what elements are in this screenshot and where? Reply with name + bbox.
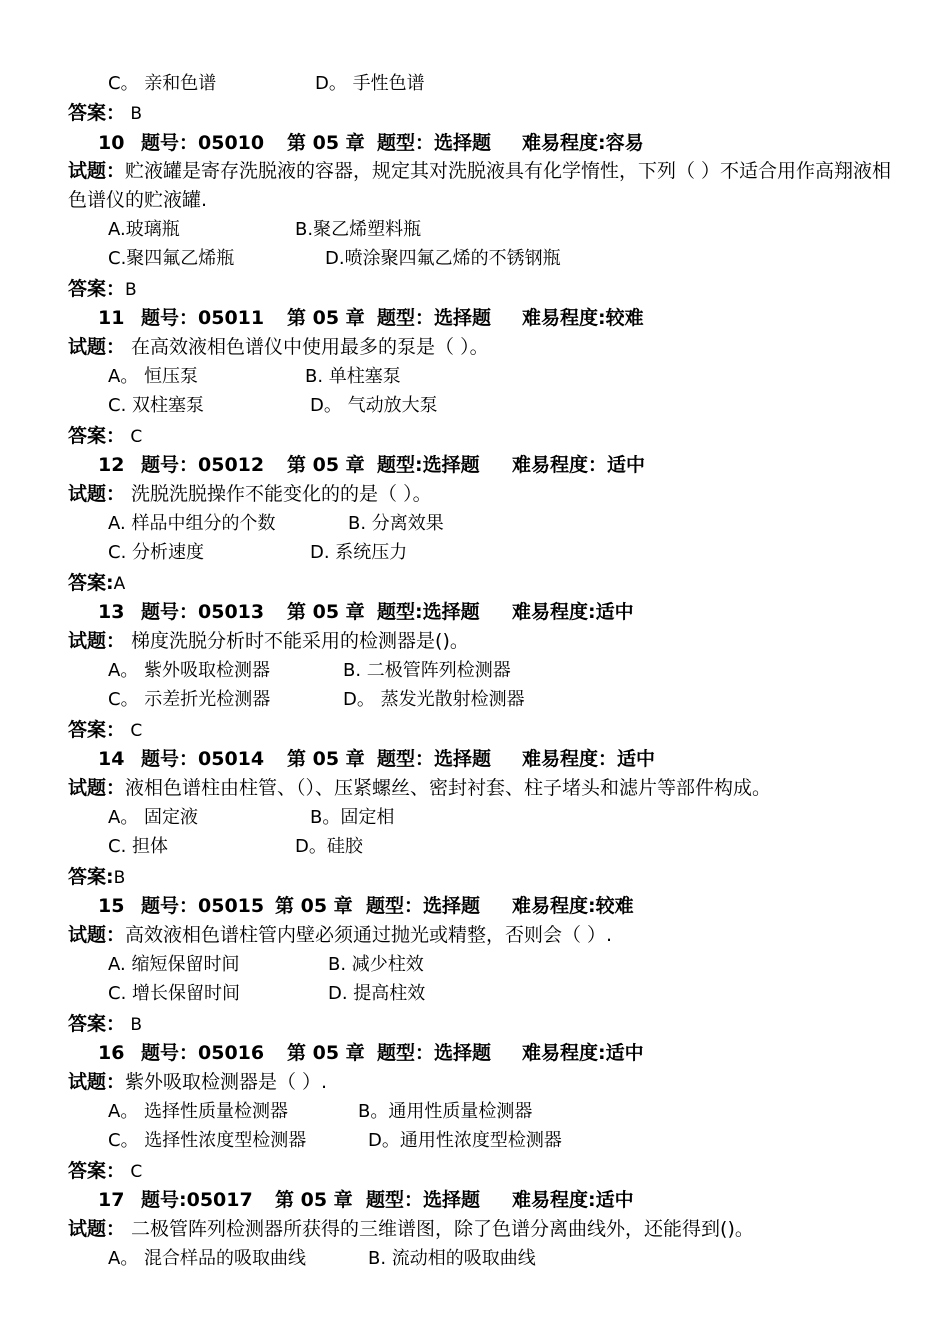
answer-option: A。 选择性质量检测器 bbox=[108, 1101, 289, 1122]
question-body: 贮液罐是寄存洗脱液的容器，规定其对洗脱液具有化学惰性，下列（ ）不适合用作高翔液相色谱仪的贮液罐. bbox=[68, 160, 892, 211]
question-number: 10 bbox=[98, 132, 125, 154]
answer-option: C. 双柱塞泵 bbox=[108, 395, 205, 416]
question-text bbox=[68, 157, 898, 215]
question-text bbox=[68, 480, 898, 509]
answer-option: C。 亲和色谱 bbox=[108, 73, 217, 94]
difficulty-label: 难易程度:较难 bbox=[522, 307, 644, 329]
chapter-label: 第 05 章 bbox=[287, 307, 365, 329]
question-id: 题号：05015 bbox=[141, 895, 265, 917]
question-type: 题型：选择题 bbox=[377, 748, 492, 770]
question-body: 洗脱洗脱操作不能变化的的是（ ）。 bbox=[125, 483, 432, 505]
answer-option: A。 混合样品的吸取曲线 bbox=[108, 1248, 307, 1269]
question-id: 题号：05013 bbox=[141, 601, 265, 623]
answer-option: A。 固定液 bbox=[108, 807, 199, 828]
question-id: 题号：05011 bbox=[141, 307, 265, 329]
question-body: 液相色谱柱由柱管、（）、压紧螺丝、密封衬套、柱子堵头和滤片等部件构成。 bbox=[125, 777, 772, 799]
question-type: 题型：选择题 bbox=[366, 1189, 481, 1211]
answer-option: D。 气动放大泵 bbox=[310, 395, 438, 416]
question-number: 17 bbox=[98, 1189, 125, 1211]
answer-line bbox=[68, 424, 142, 449]
question-number: 12 bbox=[98, 454, 125, 476]
answer-value: C bbox=[125, 1162, 143, 1182]
chapter-label: 第 05 章 bbox=[287, 454, 365, 476]
answer-value: B bbox=[125, 280, 137, 300]
answer-label: 答案： bbox=[68, 102, 126, 124]
chapter-label: 第 05 章 bbox=[275, 1189, 353, 1211]
question-body: 梯度洗脱分析时不能采用的检测器是()。 bbox=[125, 630, 469, 652]
chapter-label: 第 05 章 bbox=[287, 132, 365, 154]
question-body: 在高效液相色谱仪中使用最多的泵是（ ）。 bbox=[125, 336, 489, 358]
question-id: 题号：05012 bbox=[141, 454, 265, 476]
answer-label: 答案: bbox=[68, 866, 114, 888]
question-type: 题型：选择题 bbox=[377, 1042, 492, 1064]
question-number: 15 bbox=[98, 895, 125, 917]
answer-option: D. 系统压力 bbox=[310, 542, 408, 563]
question-type: 题型：选择题 bbox=[377, 132, 492, 154]
answer-option: A. 缩短保留时间 bbox=[108, 954, 240, 975]
answer-option: D。通用性浓度型检测器 bbox=[368, 1130, 562, 1151]
answer-label: 答案： bbox=[68, 1013, 126, 1035]
difficulty-label: 难易程度:较难 bbox=[512, 895, 634, 917]
answer-option: C.聚四氟乙烯瓶 bbox=[108, 248, 235, 269]
question-id: 题号：05016 bbox=[141, 1042, 265, 1064]
answer-line bbox=[68, 571, 125, 596]
question-id: 题号:05017 bbox=[141, 1189, 253, 1211]
answer-option: A。 恒压泵 bbox=[108, 366, 199, 387]
question-text bbox=[68, 1068, 898, 1097]
answer-option: B.聚乙烯塑料瓶 bbox=[295, 219, 422, 240]
answer-option: B. 流动相的吸取曲线 bbox=[368, 1248, 536, 1269]
answer-option: B. 减少柱效 bbox=[328, 954, 424, 975]
question-id: 题号：05014 bbox=[141, 748, 265, 770]
answer-line bbox=[68, 718, 142, 743]
question-label: 试题： bbox=[68, 1218, 126, 1240]
question-number: 11 bbox=[98, 307, 125, 329]
question-label: 试题： bbox=[68, 160, 126, 182]
answer-option: B。通用性质量检测器 bbox=[358, 1101, 533, 1122]
question-label: 试题： bbox=[68, 777, 126, 799]
answer-option: C. 分析速度 bbox=[108, 542, 205, 563]
answer-option: C。 示差折光检测器 bbox=[108, 689, 271, 710]
question-label: 试题： bbox=[68, 630, 126, 652]
answer-label: 答案： bbox=[68, 425, 126, 447]
answer-value: B bbox=[113, 868, 126, 888]
question-label: 试题： bbox=[68, 336, 126, 358]
answer-option: D。硅胶 bbox=[295, 836, 363, 857]
question-number: 16 bbox=[98, 1042, 125, 1064]
answer-option: C. 增长保留时间 bbox=[108, 983, 241, 1004]
answer-value: B bbox=[125, 1015, 143, 1035]
answer-label: 答案： bbox=[68, 719, 126, 741]
chapter-label: 第 05 章 bbox=[287, 601, 365, 623]
answer-value: B bbox=[125, 104, 143, 124]
answer-line bbox=[68, 1012, 142, 1037]
answer-option: D。 蒸发光散射检测器 bbox=[343, 689, 525, 710]
answer-option: B. 分离效果 bbox=[348, 513, 444, 534]
question-number: 13 bbox=[98, 601, 125, 623]
answer-value: C bbox=[125, 427, 143, 447]
answer-label: 答案： bbox=[68, 278, 126, 300]
answer-value: A bbox=[113, 574, 126, 594]
question-type: 题型：选择题 bbox=[377, 307, 492, 329]
answer-option: B. 二极管阵列检测器 bbox=[343, 660, 511, 681]
difficulty-label: 难易程度:适中 bbox=[522, 1042, 644, 1064]
answer-line bbox=[68, 101, 142, 126]
question-type: 题型：选择题 bbox=[366, 895, 481, 917]
question-number: 14 bbox=[98, 748, 125, 770]
difficulty-label: 难易程度:容易 bbox=[522, 132, 644, 154]
answer-option: D. 提高柱效 bbox=[328, 983, 426, 1004]
answer-line bbox=[68, 1159, 142, 1184]
answer-option: A。 紫外吸取检测器 bbox=[108, 660, 271, 681]
question-body: 高效液相色谱柱管内壁必须通过抛光或精整，否则会（ ）. bbox=[125, 924, 613, 946]
question-text bbox=[68, 627, 898, 656]
question-type: 题型:选择题 bbox=[377, 454, 480, 476]
difficulty-label: 难易程度：适中 bbox=[522, 748, 656, 770]
chapter-label: 第 05 章 bbox=[275, 895, 353, 917]
difficulty-label: 难易程度:适中 bbox=[512, 601, 634, 623]
difficulty-label: 难易程度：适中 bbox=[512, 454, 646, 476]
answer-option: A.玻璃瓶 bbox=[108, 219, 180, 240]
answer-option: B. 单柱塞泵 bbox=[305, 366, 401, 387]
difficulty-label: 难易程度:适中 bbox=[512, 1189, 634, 1211]
question-text bbox=[68, 774, 898, 803]
answer-label: 答案： bbox=[68, 1160, 126, 1182]
question-body: 二极管阵列检测器所获得的三维谱图，除了色谱分离曲线外，还能得到()。 bbox=[125, 1218, 754, 1240]
chapter-label: 第 05 章 bbox=[287, 1042, 365, 1064]
question-text bbox=[68, 921, 898, 950]
answer-option: C。 选择性浓度型检测器 bbox=[108, 1130, 307, 1151]
answer-option: D。 手性色谱 bbox=[315, 73, 425, 94]
answer-line bbox=[68, 865, 125, 890]
answer-label: 答案: bbox=[68, 572, 114, 594]
answer-option: A. 样品中组分的个数 bbox=[108, 513, 276, 534]
question-body: 紫外吸取检测器是（ ）. bbox=[125, 1071, 328, 1093]
question-label: 试题： bbox=[68, 924, 126, 946]
answer-value: C bbox=[125, 721, 143, 741]
question-id: 题号：05010 bbox=[141, 132, 265, 154]
answer-option: C. 担体 bbox=[108, 836, 169, 857]
question-text bbox=[68, 333, 898, 362]
chapter-label: 第 05 章 bbox=[287, 748, 365, 770]
answer-option: B。固定相 bbox=[310, 807, 395, 828]
question-text bbox=[68, 1215, 898, 1244]
question-label: 试题： bbox=[68, 1071, 126, 1093]
answer-line bbox=[68, 277, 137, 302]
answer-option: D.喷涂聚四氟乙烯的不锈钢瓶 bbox=[325, 248, 561, 269]
question-type: 题型:选择题 bbox=[377, 601, 480, 623]
question-label: 试题： bbox=[68, 483, 126, 505]
